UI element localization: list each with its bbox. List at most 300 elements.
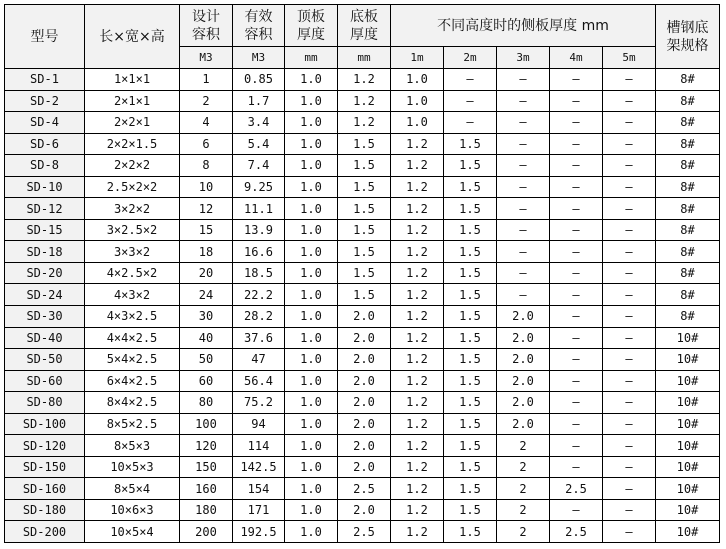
- cell-channel-steel: 10#: [656, 327, 720, 349]
- table-row: [5, 284, 720, 306]
- cell-bottom-plate: 2.5: [338, 478, 391, 500]
- cell-side-3m: 2.0: [497, 349, 550, 371]
- cell-side-5m: —: [603, 262, 656, 284]
- cell-side-1m: 1.0: [391, 112, 444, 134]
- cell-model: SD-60: [5, 370, 85, 392]
- cell-side-2m: 1.5: [444, 349, 497, 371]
- cell-side-5m: —: [603, 456, 656, 478]
- cell-side-1m: 1.2: [391, 176, 444, 198]
- cell-bottom-plate: 1.2: [338, 112, 391, 134]
- table-row: [5, 327, 720, 349]
- cell-side-5m: —: [603, 521, 656, 543]
- table-row: [5, 198, 720, 220]
- cell-top-plate: 1.0: [285, 435, 338, 457]
- cell-side-4m: —: [550, 133, 603, 155]
- table-row: [5, 499, 720, 521]
- cell-dimensions: 4×4×2.5: [85, 327, 180, 349]
- cell-side-1m: 1.2: [391, 306, 444, 328]
- table-row: [5, 521, 720, 543]
- cell-top-plate: 1.0: [285, 327, 338, 349]
- cell-top-plate: 1.0: [285, 241, 338, 263]
- header-channel-steel: 槽钢底 架规格: [656, 5, 720, 69]
- cell-top-plate: 1.0: [285, 198, 338, 220]
- cell-channel-steel: 10#: [656, 413, 720, 435]
- cell-top-plate: 1.0: [285, 413, 338, 435]
- cell-side-3m: 2.0: [497, 327, 550, 349]
- cell-dimensions: 8×5×4: [85, 478, 180, 500]
- cell-side-2m: 1.5: [444, 155, 497, 177]
- cell-model: SD-18: [5, 241, 85, 263]
- cell-bottom-plate: 2.0: [338, 456, 391, 478]
- cell-model: SD-12: [5, 198, 85, 220]
- cell-side-1m: 1.2: [391, 456, 444, 478]
- cell-design-volume: 40: [180, 327, 233, 349]
- cell-side-3m: 2: [497, 478, 550, 500]
- cell-effective-volume: 5.4: [233, 133, 285, 155]
- cell-side-1m: 1.0: [391, 69, 444, 91]
- unit-height-4m: 4m: [550, 47, 603, 69]
- cell-dimensions: 2×2×1: [85, 112, 180, 134]
- cell-channel-steel: 8#: [656, 284, 720, 306]
- cell-bottom-plate: 2.0: [338, 413, 391, 435]
- cell-model: SD-2: [5, 90, 85, 112]
- cell-side-5m: —: [603, 499, 656, 521]
- cell-side-2m: 1.5: [444, 435, 497, 457]
- cell-side-5m: —: [603, 69, 656, 91]
- cell-side-2m: 1.5: [444, 241, 497, 263]
- cell-model: SD-120: [5, 435, 85, 457]
- table-body: [5, 69, 720, 543]
- cell-side-3m: 2: [497, 435, 550, 457]
- cell-model: SD-20: [5, 262, 85, 284]
- cell-channel-steel: 10#: [656, 349, 720, 371]
- cell-effective-volume: 192.5: [233, 521, 285, 543]
- cell-side-5m: —: [603, 327, 656, 349]
- cell-design-volume: 12: [180, 198, 233, 220]
- cell-side-2m: 1.5: [444, 176, 497, 198]
- cell-bottom-plate: 2.0: [338, 392, 391, 414]
- cell-design-volume: 160: [180, 478, 233, 500]
- cell-top-plate: 1.0: [285, 155, 338, 177]
- cell-side-3m: 2: [497, 456, 550, 478]
- table-row: [5, 133, 720, 155]
- cell-model: SD-100: [5, 413, 85, 435]
- cell-side-5m: —: [603, 349, 656, 371]
- cell-bottom-plate: 2.0: [338, 349, 391, 371]
- cell-channel-steel: 10#: [656, 456, 720, 478]
- cell-side-3m: —: [497, 90, 550, 112]
- cell-side-1m: 1.2: [391, 349, 444, 371]
- cell-design-volume: 200: [180, 521, 233, 543]
- cell-side-1m: 1.2: [391, 155, 444, 177]
- cell-side-4m: 2.5: [550, 478, 603, 500]
- cell-design-volume: 18: [180, 241, 233, 263]
- cell-bottom-plate: 1.5: [338, 284, 391, 306]
- cell-top-plate: 1.0: [285, 499, 338, 521]
- cell-top-plate: 1.0: [285, 370, 338, 392]
- cell-bottom-plate: 1.5: [338, 133, 391, 155]
- cell-side-2m: 1.5: [444, 370, 497, 392]
- cell-effective-volume: 154: [233, 478, 285, 500]
- cell-side-1m: 1.2: [391, 499, 444, 521]
- cell-side-4m: —: [550, 327, 603, 349]
- header-bottom-plate: 底板 厚度: [338, 5, 391, 47]
- cell-design-volume: 80: [180, 392, 233, 414]
- unit-effective-volume: M3: [233, 47, 285, 69]
- cell-top-plate: 1.0: [285, 349, 338, 371]
- cell-side-2m: 1.5: [444, 478, 497, 500]
- cell-bottom-plate: 2.0: [338, 306, 391, 328]
- cell-channel-steel: 8#: [656, 112, 720, 134]
- cell-dimensions: 2.5×2×2: [85, 176, 180, 198]
- cell-side-5m: —: [603, 370, 656, 392]
- cell-side-4m: —: [550, 284, 603, 306]
- table-row: [5, 90, 720, 112]
- cell-effective-volume: 0.85: [233, 69, 285, 91]
- cell-model: SD-10: [5, 176, 85, 198]
- cell-top-plate: 1.0: [285, 478, 338, 500]
- cell-side-4m: —: [550, 219, 603, 241]
- cell-dimensions: 4×3×2.5: [85, 306, 180, 328]
- cell-channel-steel: 10#: [656, 370, 720, 392]
- cell-bottom-plate: 1.5: [338, 219, 391, 241]
- cell-dimensions: 10×5×4: [85, 521, 180, 543]
- cell-effective-volume: 7.4: [233, 155, 285, 177]
- cell-side-2m: 1.5: [444, 413, 497, 435]
- cell-model: SD-4: [5, 112, 85, 134]
- cell-side-1m: 1.2: [391, 435, 444, 457]
- cell-side-1m: 1.2: [391, 521, 444, 543]
- cell-design-volume: 24: [180, 284, 233, 306]
- cell-model: SD-30: [5, 306, 85, 328]
- cell-side-1m: 1.2: [391, 133, 444, 155]
- cell-top-plate: 1.0: [285, 306, 338, 328]
- cell-top-plate: 1.0: [285, 456, 338, 478]
- cell-side-4m: —: [550, 198, 603, 220]
- cell-top-plate: 1.0: [285, 521, 338, 543]
- cell-side-3m: —: [497, 176, 550, 198]
- header-dimensions: 长×宽×高: [85, 5, 180, 69]
- cell-side-5m: —: [603, 155, 656, 177]
- cell-side-3m: 2.0: [497, 306, 550, 328]
- cell-dimensions: 2×2×1.5: [85, 133, 180, 155]
- cell-side-4m: —: [550, 112, 603, 134]
- cell-side-3m: 2.0: [497, 370, 550, 392]
- cell-side-5m: —: [603, 198, 656, 220]
- cell-side-2m: 1.5: [444, 198, 497, 220]
- cell-effective-volume: 11.1: [233, 198, 285, 220]
- cell-model: SD-160: [5, 478, 85, 500]
- cell-top-plate: 1.0: [285, 176, 338, 198]
- cell-design-volume: 120: [180, 435, 233, 457]
- cell-model: SD-40: [5, 327, 85, 349]
- cell-channel-steel: 10#: [656, 435, 720, 457]
- table-row: [5, 112, 720, 134]
- cell-side-5m: —: [603, 306, 656, 328]
- cell-design-volume: 30: [180, 306, 233, 328]
- cell-side-2m: 1.5: [444, 456, 497, 478]
- tank-spec-table: [4, 4, 720, 543]
- cell-side-4m: —: [550, 392, 603, 414]
- cell-side-1m: 1.2: [391, 262, 444, 284]
- cell-bottom-plate: 1.5: [338, 262, 391, 284]
- cell-bottom-plate: 1.2: [338, 69, 391, 91]
- table-row: [5, 392, 720, 414]
- cell-model: SD-24: [5, 284, 85, 306]
- cell-dimensions: 8×5×2.5: [85, 413, 180, 435]
- cell-side-5m: —: [603, 133, 656, 155]
- cell-side-4m: —: [550, 370, 603, 392]
- cell-channel-steel: 8#: [656, 90, 720, 112]
- table-row: [5, 155, 720, 177]
- cell-side-4m: —: [550, 456, 603, 478]
- cell-channel-steel: 8#: [656, 241, 720, 263]
- cell-side-3m: 2.0: [497, 392, 550, 414]
- cell-side-2m: 1.5: [444, 499, 497, 521]
- cell-channel-steel: 8#: [656, 198, 720, 220]
- cell-bottom-plate: 2.0: [338, 327, 391, 349]
- cell-side-5m: —: [603, 219, 656, 241]
- cell-side-5m: —: [603, 284, 656, 306]
- cell-side-1m: 1.2: [391, 284, 444, 306]
- cell-design-volume: 1: [180, 69, 233, 91]
- cell-channel-steel: 8#: [656, 219, 720, 241]
- cell-side-3m: —: [497, 241, 550, 263]
- table-row: [5, 435, 720, 457]
- unit-top-plate: mm: [285, 47, 338, 69]
- unit-height-3m: 3m: [497, 47, 550, 69]
- cell-side-5m: —: [603, 90, 656, 112]
- cell-effective-volume: 18.5: [233, 262, 285, 284]
- cell-effective-volume: 171: [233, 499, 285, 521]
- cell-side-3m: —: [497, 112, 550, 134]
- cell-model: SD-1: [5, 69, 85, 91]
- cell-side-2m: 1.5: [444, 133, 497, 155]
- cell-side-3m: —: [497, 69, 550, 91]
- cell-dimensions: 3×3×2: [85, 241, 180, 263]
- cell-top-plate: 1.0: [285, 262, 338, 284]
- cell-model: SD-200: [5, 521, 85, 543]
- header-row-1: [5, 5, 720, 47]
- cell-bottom-plate: 2.0: [338, 435, 391, 457]
- cell-top-plate: 1.0: [285, 112, 338, 134]
- cell-model: SD-6: [5, 133, 85, 155]
- cell-side-1m: 1.2: [391, 241, 444, 263]
- table-row: [5, 413, 720, 435]
- cell-dimensions: 5×4×2.5: [85, 349, 180, 371]
- table-row: [5, 241, 720, 263]
- table-row: [5, 306, 720, 328]
- cell-side-2m: 1.5: [444, 262, 497, 284]
- cell-side-3m: —: [497, 284, 550, 306]
- cell-effective-volume: 13.9: [233, 219, 285, 241]
- cell-dimensions: 8×4×2.5: [85, 392, 180, 414]
- unit-design-volume: M3: [180, 47, 233, 69]
- cell-effective-volume: 22.2: [233, 284, 285, 306]
- cell-design-volume: 15: [180, 219, 233, 241]
- cell-channel-steel: 8#: [656, 306, 720, 328]
- cell-side-4m: —: [550, 69, 603, 91]
- cell-side-5m: —: [603, 112, 656, 134]
- cell-side-1m: 1.2: [391, 327, 444, 349]
- cell-side-3m: 2: [497, 521, 550, 543]
- cell-bottom-plate: 2.5: [338, 521, 391, 543]
- cell-side-4m: —: [550, 176, 603, 198]
- cell-side-5m: —: [603, 478, 656, 500]
- cell-side-2m: 1.5: [444, 521, 497, 543]
- cell-model: SD-150: [5, 456, 85, 478]
- cell-bottom-plate: 2.0: [338, 499, 391, 521]
- cell-model: SD-80: [5, 392, 85, 414]
- cell-side-4m: —: [550, 306, 603, 328]
- cell-side-3m: —: [497, 219, 550, 241]
- cell-side-4m: 2.5: [550, 521, 603, 543]
- cell-side-4m: —: [550, 349, 603, 371]
- unit-height-1m: 1m: [391, 47, 444, 69]
- table-row: [5, 478, 720, 500]
- cell-dimensions: 3×2×2: [85, 198, 180, 220]
- table-row: [5, 69, 720, 91]
- cell-top-plate: 1.0: [285, 133, 338, 155]
- cell-channel-steel: 8#: [656, 133, 720, 155]
- cell-top-plate: 1.0: [285, 392, 338, 414]
- cell-design-volume: 150: [180, 456, 233, 478]
- cell-dimensions: 2×2×2: [85, 155, 180, 177]
- unit-bottom-plate: mm: [338, 47, 391, 69]
- cell-design-volume: 6: [180, 133, 233, 155]
- cell-side-4m: —: [550, 499, 603, 521]
- cell-side-5m: —: [603, 435, 656, 457]
- cell-side-4m: —: [550, 435, 603, 457]
- cell-design-volume: 180: [180, 499, 233, 521]
- cell-side-3m: 2.0: [497, 413, 550, 435]
- cell-side-3m: —: [497, 155, 550, 177]
- cell-channel-steel: 10#: [656, 499, 720, 521]
- cell-design-volume: 10: [180, 176, 233, 198]
- cell-top-plate: 1.0: [285, 284, 338, 306]
- cell-dimensions: 4×2.5×2: [85, 262, 180, 284]
- unit-height-2m: 2m: [444, 47, 497, 69]
- header-model: 型号: [5, 5, 85, 69]
- cell-model: SD-50: [5, 349, 85, 371]
- header-top-plate: 顶板 厚度: [285, 5, 338, 47]
- cell-side-2m: —: [444, 90, 497, 112]
- cell-channel-steel: 8#: [656, 155, 720, 177]
- cell-top-plate: 1.0: [285, 69, 338, 91]
- cell-channel-steel: 10#: [656, 521, 720, 543]
- cell-bottom-plate: 1.5: [338, 155, 391, 177]
- cell-side-4m: —: [550, 155, 603, 177]
- cell-dimensions: 2×1×1: [85, 90, 180, 112]
- cell-dimensions: 4×3×2: [85, 284, 180, 306]
- cell-side-1m: 1.2: [391, 370, 444, 392]
- header-side-plate-group: 不同高度时的侧板厚度 mm: [391, 5, 656, 47]
- cell-effective-volume: 47: [233, 349, 285, 371]
- cell-effective-volume: 28.2: [233, 306, 285, 328]
- cell-model: SD-180: [5, 499, 85, 521]
- cell-side-3m: 2: [497, 499, 550, 521]
- table-row: [5, 456, 720, 478]
- cell-side-5m: —: [603, 392, 656, 414]
- table-row: [5, 219, 720, 241]
- unit-height-5m: 5m: [603, 47, 656, 69]
- cell-bottom-plate: 2.0: [338, 370, 391, 392]
- table-row: [5, 262, 720, 284]
- cell-design-volume: 50: [180, 349, 233, 371]
- cell-side-1m: 1.2: [391, 392, 444, 414]
- cell-side-2m: —: [444, 112, 497, 134]
- cell-side-2m: 1.5: [444, 327, 497, 349]
- cell-channel-steel: 10#: [656, 478, 720, 500]
- cell-side-2m: 1.5: [444, 306, 497, 328]
- cell-bottom-plate: 1.2: [338, 90, 391, 112]
- cell-side-5m: —: [603, 241, 656, 263]
- cell-design-volume: 100: [180, 413, 233, 435]
- cell-side-3m: —: [497, 133, 550, 155]
- cell-dimensions: 3×2.5×2: [85, 219, 180, 241]
- header-design-volume: 设计 容积: [180, 5, 233, 47]
- cell-side-3m: —: [497, 198, 550, 220]
- cell-effective-volume: 94: [233, 413, 285, 435]
- table-row: [5, 349, 720, 371]
- cell-channel-steel: 8#: [656, 69, 720, 91]
- cell-design-volume: 2: [180, 90, 233, 112]
- cell-model: SD-15: [5, 219, 85, 241]
- cell-channel-steel: 8#: [656, 176, 720, 198]
- cell-effective-volume: 9.25: [233, 176, 285, 198]
- cell-design-volume: 20: [180, 262, 233, 284]
- cell-side-1m: 1.2: [391, 478, 444, 500]
- cell-channel-steel: 10#: [656, 392, 720, 414]
- cell-bottom-plate: 1.5: [338, 176, 391, 198]
- cell-model: SD-8: [5, 155, 85, 177]
- cell-side-5m: —: [603, 413, 656, 435]
- cell-dimensions: 10×5×3: [85, 456, 180, 478]
- cell-effective-volume: 37.6: [233, 327, 285, 349]
- cell-side-2m: 1.5: [444, 219, 497, 241]
- cell-side-2m: 1.5: [444, 284, 497, 306]
- cell-side-1m: 1.2: [391, 219, 444, 241]
- cell-effective-volume: 3.4: [233, 112, 285, 134]
- cell-effective-volume: 142.5: [233, 456, 285, 478]
- cell-dimensions: 8×5×3: [85, 435, 180, 457]
- cell-top-plate: 1.0: [285, 219, 338, 241]
- cell-side-4m: —: [550, 241, 603, 263]
- table-row: [5, 176, 720, 198]
- cell-design-volume: 8: [180, 155, 233, 177]
- cell-side-4m: —: [550, 413, 603, 435]
- header-effective-volume: 有效 容积: [233, 5, 285, 47]
- cell-design-volume: 4: [180, 112, 233, 134]
- cell-side-1m: 1.0: [391, 90, 444, 112]
- cell-side-4m: —: [550, 262, 603, 284]
- table-row: [5, 370, 720, 392]
- cell-effective-volume: 75.2: [233, 392, 285, 414]
- cell-dimensions: 6×4×2.5: [85, 370, 180, 392]
- cell-side-2m: 1.5: [444, 392, 497, 414]
- cell-dimensions: 10×6×3: [85, 499, 180, 521]
- cell-side-2m: —: [444, 69, 497, 91]
- cell-side-4m: —: [550, 90, 603, 112]
- cell-top-plate: 1.0: [285, 90, 338, 112]
- cell-side-5m: —: [603, 176, 656, 198]
- cell-channel-steel: 8#: [656, 262, 720, 284]
- cell-side-1m: 1.2: [391, 413, 444, 435]
- cell-bottom-plate: 1.5: [338, 241, 391, 263]
- cell-effective-volume: 16.6: [233, 241, 285, 263]
- cell-effective-volume: 114: [233, 435, 285, 457]
- cell-bottom-plate: 1.5: [338, 198, 391, 220]
